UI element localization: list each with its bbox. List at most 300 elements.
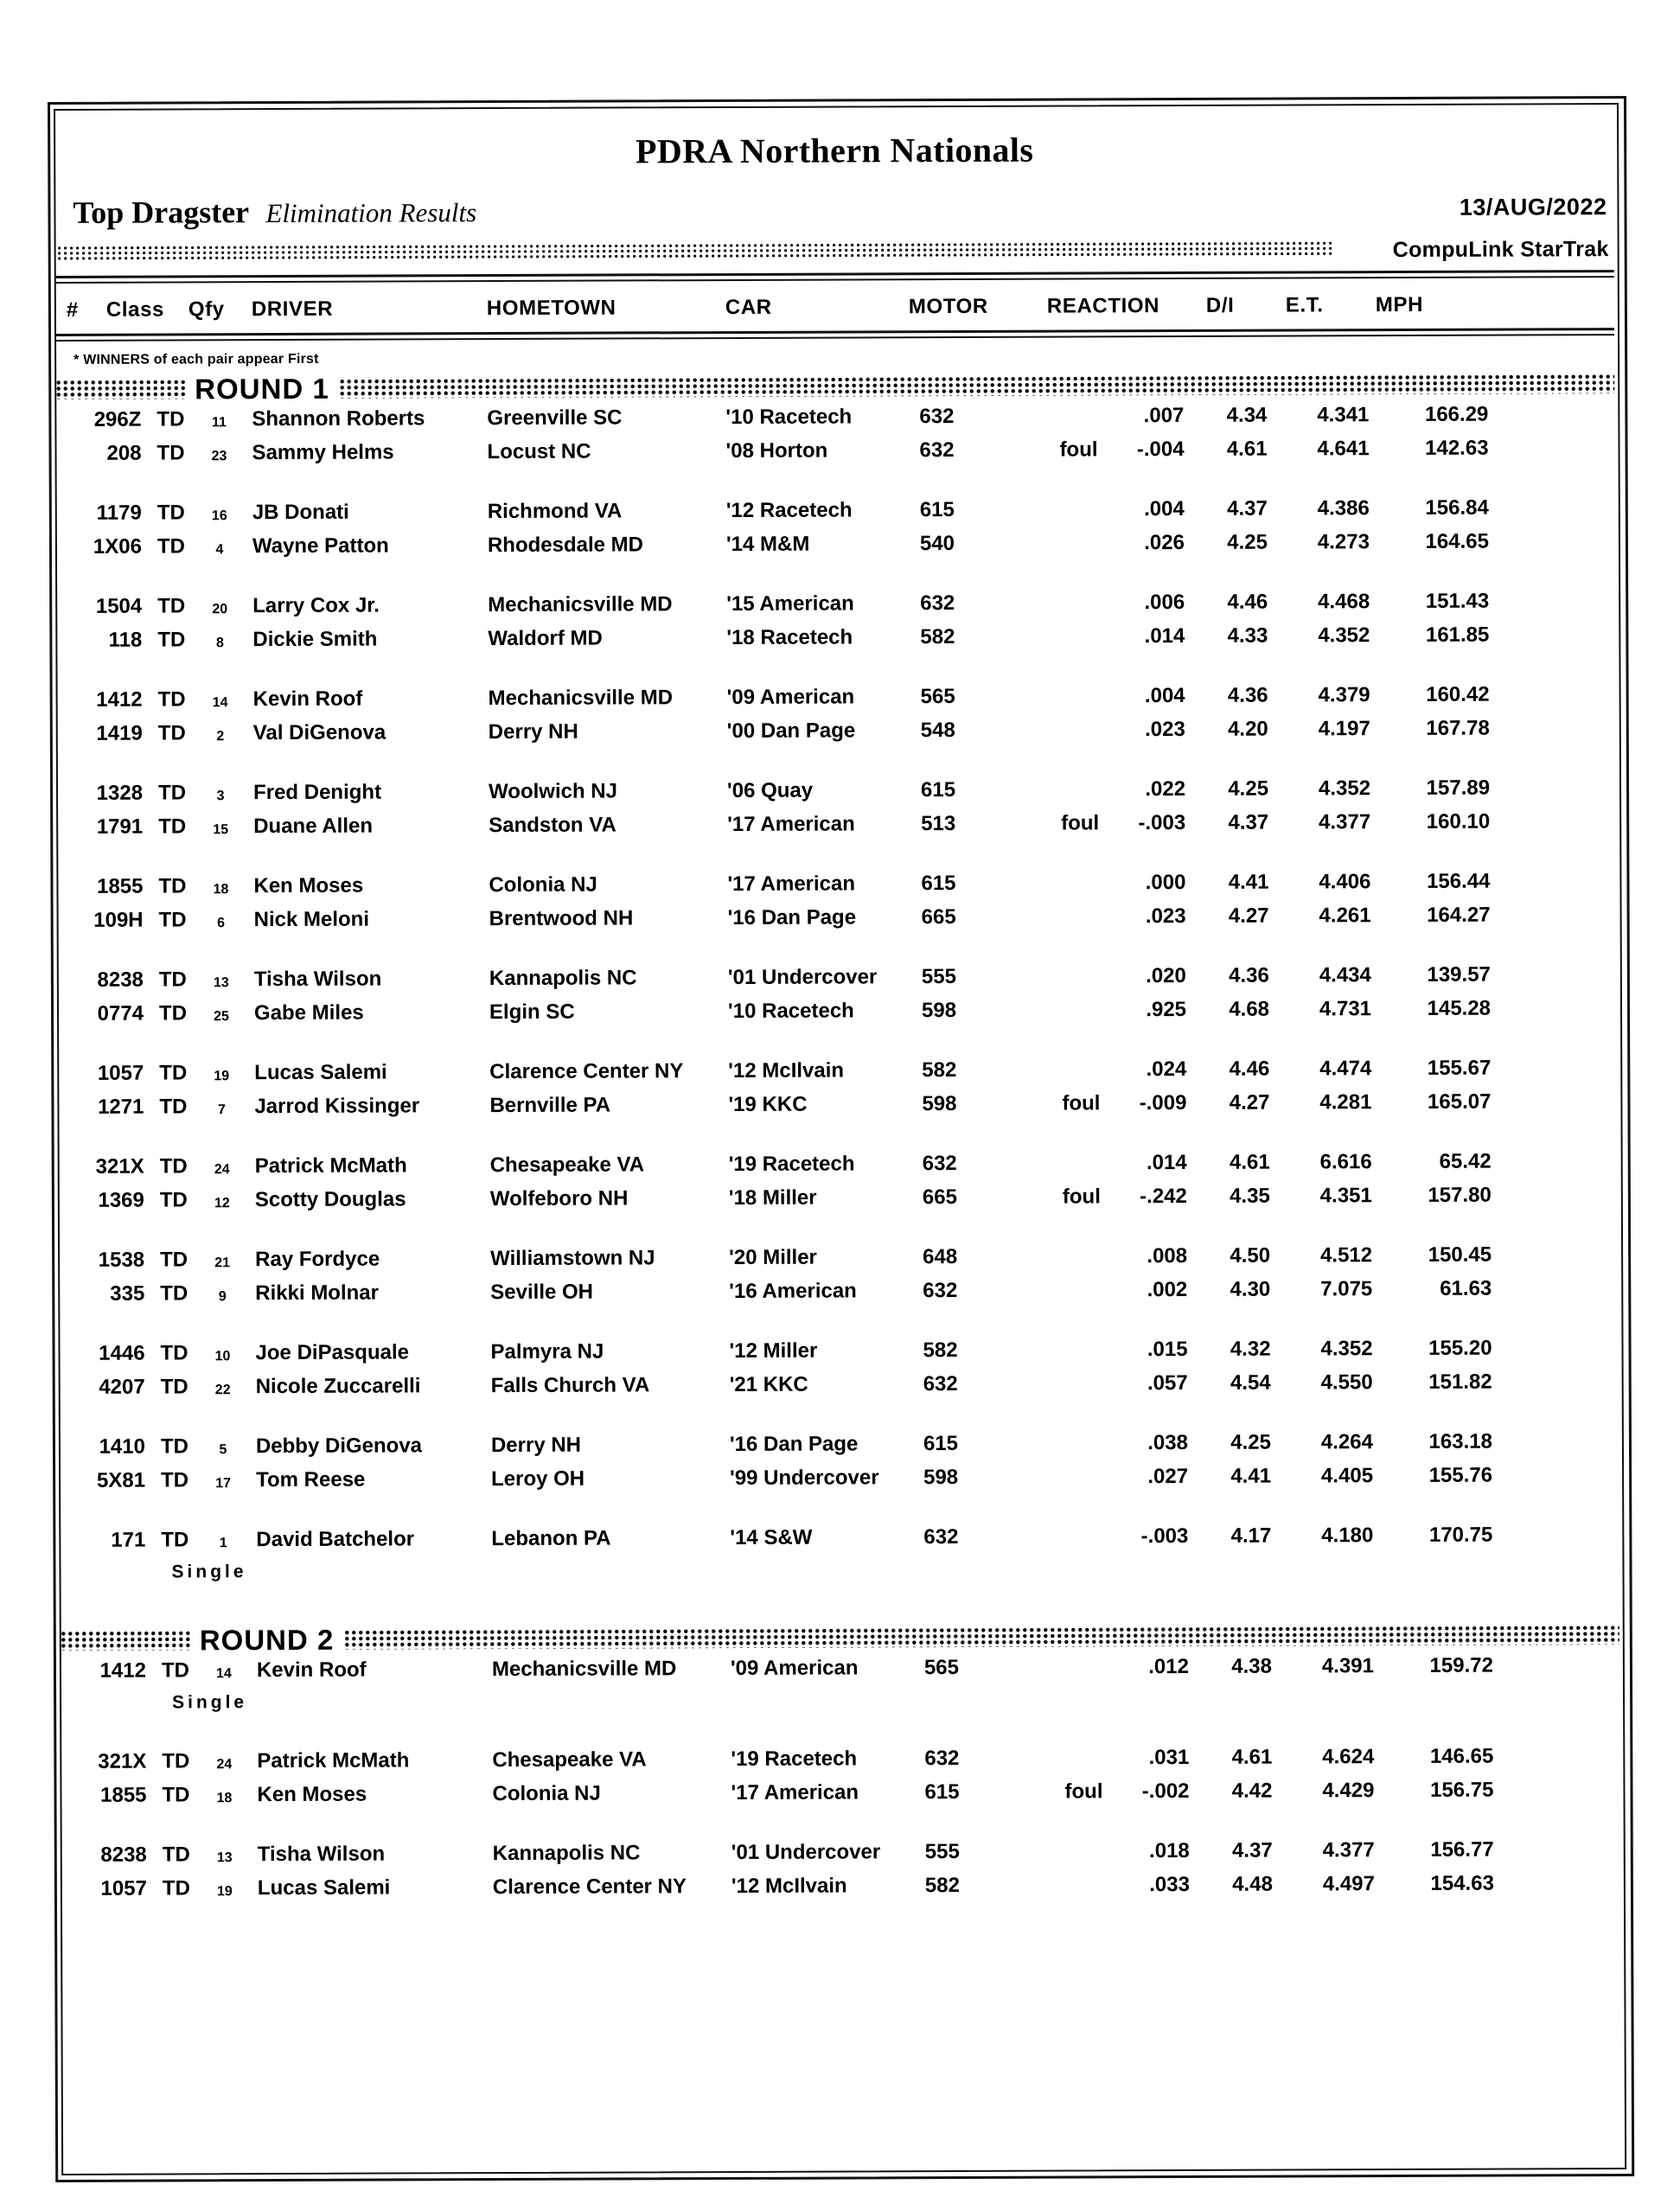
entry-hometown: Falls Church VA bbox=[490, 1373, 650, 1398]
entry-motor: 615 bbox=[919, 498, 955, 522]
entry-number: 208 bbox=[106, 441, 142, 465]
entry-driver: Patrick McMath bbox=[254, 1153, 407, 1179]
entry-qualify-position: 13 bbox=[213, 975, 229, 991]
col-header-number: # bbox=[66, 297, 79, 322]
entry-qualify-position: 17 bbox=[215, 1476, 232, 1492]
round-separator bbox=[54, 367, 1616, 408]
entry-elapsed-time: 4.352 bbox=[1318, 623, 1370, 648]
entry-mph: 157.89 bbox=[1426, 776, 1491, 800]
entry-foul-flag: foul bbox=[1061, 811, 1100, 835]
result-row bbox=[56, 716, 1618, 756]
entry-elapsed-time: 4.497 bbox=[1322, 1872, 1375, 1896]
entry-car: '01 Undercover bbox=[727, 965, 878, 990]
result-row bbox=[59, 1463, 1620, 1503]
entry-driver: Rikki Molnar bbox=[255, 1281, 380, 1306]
entry-dial-in: 4.61 bbox=[1231, 1745, 1273, 1769]
entry-driver: Lucas Salemi bbox=[254, 1060, 387, 1085]
entry-reaction: .014 bbox=[1144, 623, 1185, 648]
col-header-class: Class bbox=[105, 297, 164, 322]
entry-driver: Tom Reese bbox=[256, 1467, 366, 1492]
entry-mph: 156.84 bbox=[1425, 495, 1489, 520]
entry-motor: 648 bbox=[923, 1244, 958, 1269]
entry-car: '12 McIlvain bbox=[731, 1874, 847, 1899]
entry-car: '00 Dan Page bbox=[726, 719, 856, 744]
col-header-et: E.T. bbox=[1285, 293, 1324, 317]
entry-hometown: Colonia NJ bbox=[492, 1781, 601, 1806]
entry-qualify-position: 25 bbox=[214, 1009, 229, 1025]
entry-dial-in: 4.37 bbox=[1231, 1838, 1273, 1862]
entry-car: '16 American bbox=[729, 1279, 857, 1304]
entry-reaction: .038 bbox=[1147, 1430, 1188, 1455]
entry-motor: 632 bbox=[924, 1746, 960, 1771]
entry-qualify-position: 4 bbox=[215, 542, 224, 558]
entry-hometown: Mechanicsville MD bbox=[491, 1657, 677, 1682]
entry-qualify-position: 14 bbox=[212, 695, 228, 711]
entry-qualify-position: 10 bbox=[214, 1349, 231, 1364]
dot-rule-left bbox=[56, 380, 186, 399]
entry-motor: 548 bbox=[920, 719, 955, 743]
entry-mph: 155.67 bbox=[1427, 1056, 1492, 1080]
entry-car: '14 S&W bbox=[730, 1525, 813, 1550]
result-row bbox=[60, 1778, 1621, 1817]
entry-motor: 582 bbox=[920, 625, 955, 649]
entry-class: TD bbox=[157, 534, 185, 559]
col-header-driver: DRIVER bbox=[251, 297, 334, 322]
entry-class: TD bbox=[160, 1248, 188, 1272]
class-name: Top Dragster bbox=[73, 195, 250, 230]
entry-number: 296Z bbox=[93, 407, 142, 431]
entry-driver: Kevin Roof bbox=[252, 687, 363, 712]
entry-driver: Sammy Helms bbox=[252, 440, 394, 465]
entry-class: TD bbox=[159, 1095, 188, 1119]
event-title: PDRA Northern Nationals bbox=[635, 130, 1034, 171]
entry-motor: 598 bbox=[923, 1465, 959, 1490]
entry-qualify-position: 7 bbox=[217, 1102, 226, 1118]
entry-hometown: Locust NC bbox=[487, 439, 591, 464]
entry-driver: Wayne Patton bbox=[252, 533, 389, 559]
entry-reaction: .004 bbox=[1144, 683, 1185, 708]
entry-hometown: Mechanicsville MD bbox=[488, 592, 673, 617]
entry-number: 1419 bbox=[96, 721, 143, 745]
entry-car: '16 Dan Page bbox=[727, 905, 857, 930]
entry-hometown: Lebanon PA bbox=[491, 1526, 611, 1551]
entry-dial-in: 4.41 bbox=[1228, 870, 1269, 894]
entry-class: TD bbox=[161, 1528, 189, 1552]
entry-mph: 146.65 bbox=[1429, 1744, 1494, 1768]
entry-elapsed-time: 4.550 bbox=[1320, 1370, 1373, 1395]
entry-number: 1271 bbox=[97, 1095, 144, 1119]
col-header-reaction: REACTION bbox=[1046, 294, 1160, 318]
entry-motor: 632 bbox=[920, 591, 955, 616]
entry-mph: 164.27 bbox=[1427, 903, 1491, 927]
entry-motor: 540 bbox=[919, 532, 955, 556]
entry-qualify-position: 20 bbox=[212, 602, 228, 617]
entry-class: TD bbox=[158, 908, 187, 932]
entry-motor: 615 bbox=[921, 872, 956, 896]
entry-hometown: Clarence Center NY bbox=[489, 1059, 684, 1084]
entry-reaction: .023 bbox=[1145, 904, 1186, 929]
entry-class: TD bbox=[162, 1876, 190, 1900]
entry-qualify-position: 14 bbox=[216, 1666, 232, 1682]
result-row bbox=[59, 1370, 1620, 1409]
entry-car: '15 American bbox=[726, 591, 854, 616]
result-pair bbox=[56, 869, 1618, 942]
entry-dial-in: 4.36 bbox=[1229, 963, 1269, 987]
entry-class: TD bbox=[159, 1061, 188, 1085]
entry-motor: 565 bbox=[920, 685, 955, 709]
result-pair bbox=[60, 1653, 1621, 1724]
entry-driver: Duane Allen bbox=[253, 814, 374, 839]
entry-car: '99 Undercover bbox=[730, 1466, 879, 1491]
entry-car: '17 American bbox=[727, 872, 856, 897]
entry-hometown: Waldorf MD bbox=[488, 626, 603, 651]
entry-hometown: Rhodesdale MD bbox=[487, 533, 644, 558]
entry-mph: 166.29 bbox=[1424, 402, 1489, 426]
dot-rule-left bbox=[61, 1631, 191, 1651]
entry-car: '12 Racetech bbox=[725, 498, 853, 523]
entry-dial-in: 4.48 bbox=[1232, 1872, 1273, 1896]
entry-class: TD bbox=[157, 628, 186, 652]
col-header-motor: MOTOR bbox=[908, 294, 988, 319]
single-label: Single bbox=[171, 1562, 247, 1582]
entry-mph: 164.65 bbox=[1425, 529, 1489, 553]
entry-dial-in: 4.32 bbox=[1230, 1337, 1271, 1361]
masthead-separator bbox=[54, 239, 1616, 267]
entry-reaction: .006 bbox=[1144, 590, 1185, 615]
entry-hometown: Seville OH bbox=[490, 1280, 594, 1305]
entry-class: TD bbox=[158, 874, 187, 898]
entry-reaction: -.002 bbox=[1141, 1779, 1190, 1804]
entry-motor: 598 bbox=[921, 998, 957, 1023]
entry-driver: Ray Fordyce bbox=[255, 1247, 380, 1272]
entry-dial-in: 4.25 bbox=[1228, 776, 1269, 801]
entry-car: '17 American bbox=[727, 812, 855, 837]
result-pair bbox=[58, 1242, 1619, 1316]
entry-class: TD bbox=[161, 1658, 189, 1683]
entry-reaction: .012 bbox=[1148, 1654, 1189, 1679]
entry-elapsed-time: 4.180 bbox=[1321, 1523, 1374, 1548]
entry-car: '14 M&M bbox=[725, 532, 810, 557]
result-row bbox=[61, 1871, 1622, 1911]
entry-motor: 565 bbox=[923, 1655, 960, 1680]
entry-class: TD bbox=[162, 1749, 190, 1773]
entry-class: TD bbox=[157, 594, 186, 618]
entry-mph: 142.63 bbox=[1425, 436, 1489, 460]
entry-elapsed-time: 4.261 bbox=[1319, 904, 1371, 928]
entry-car: '01 Undercover bbox=[731, 1840, 881, 1865]
entry-mph: 156.77 bbox=[1430, 1837, 1494, 1862]
entry-dial-in: 4.27 bbox=[1229, 1090, 1270, 1115]
entry-car: '19 Racetech bbox=[731, 1747, 858, 1772]
entry-qualify-position: 18 bbox=[216, 1791, 233, 1806]
entry-motor: 555 bbox=[921, 964, 956, 989]
entry-motor: 582 bbox=[924, 1873, 960, 1898]
entry-number: 1504 bbox=[95, 594, 143, 618]
entry-class: TD bbox=[161, 1468, 189, 1492]
result-pair bbox=[59, 1523, 1620, 1594]
entry-number: 1791 bbox=[96, 814, 144, 839]
entry-qualify-position: 1 bbox=[219, 1536, 227, 1551]
entry-hometown: Richmond VA bbox=[487, 499, 623, 524]
entry-driver: Gabe Miles bbox=[253, 1000, 364, 1025]
entry-reaction: .015 bbox=[1147, 1337, 1188, 1362]
entry-car: '21 KKC bbox=[729, 1372, 808, 1397]
entry-elapsed-time: 4.391 bbox=[1321, 1654, 1374, 1678]
entry-dial-in: 4.20 bbox=[1227, 717, 1268, 741]
results-sheet-content bbox=[54, 103, 1623, 2172]
entry-class: TD bbox=[157, 441, 185, 465]
entry-number: 1410 bbox=[99, 1434, 145, 1459]
result-pair bbox=[55, 589, 1617, 662]
entry-qualify-position: 18 bbox=[213, 882, 229, 897]
entry-qualify-position: 19 bbox=[216, 1884, 233, 1900]
entry-car: '17 American bbox=[731, 1780, 859, 1805]
entry-dial-in: 4.17 bbox=[1230, 1523, 1272, 1548]
entry-motor: 615 bbox=[920, 778, 956, 802]
entry-reaction: .024 bbox=[1146, 1057, 1187, 1082]
entry-dial-in: 4.46 bbox=[1229, 1057, 1270, 1081]
entry-dial-in: 4.42 bbox=[1231, 1779, 1273, 1803]
entry-number: 0774 bbox=[97, 1001, 144, 1025]
entry-qualify-position: 15 bbox=[213, 822, 229, 838]
entry-car: '10 Racetech bbox=[727, 999, 854, 1024]
entry-class: TD bbox=[157, 501, 185, 525]
entry-foul-flag: foul bbox=[1059, 438, 1098, 462]
entry-hometown: Brentwood NH bbox=[489, 906, 634, 931]
entry-dial-in: 4.37 bbox=[1228, 810, 1269, 834]
entry-elapsed-time: 4.352 bbox=[1320, 1337, 1373, 1361]
entry-mph: 167.78 bbox=[1426, 716, 1490, 740]
entry-reaction: .004 bbox=[1144, 496, 1185, 521]
entry-dial-in: 4.61 bbox=[1226, 437, 1268, 461]
entry-class: TD bbox=[162, 1843, 190, 1867]
entry-driver: Kevin Roof bbox=[256, 1658, 367, 1683]
entry-hometown: Mechanicsville MD bbox=[488, 686, 674, 711]
entry-class: TD bbox=[157, 407, 185, 431]
entry-reaction: -.003 bbox=[1140, 1523, 1189, 1549]
result-pair bbox=[55, 495, 1617, 569]
entry-motor: 582 bbox=[923, 1338, 958, 1363]
entry-hometown: Woolwich NJ bbox=[488, 779, 617, 804]
entry-hometown: Wolfeboro NH bbox=[489, 1186, 629, 1211]
entry-hometown: Kannapolis NC bbox=[492, 1841, 641, 1866]
entry-class: TD bbox=[160, 1434, 188, 1459]
entry-number: 4207 bbox=[99, 1375, 145, 1399]
entry-driver: Scotty Douglas bbox=[254, 1187, 406, 1212]
entry-car: '19 Racetech bbox=[728, 1152, 855, 1177]
round-separator bbox=[60, 1619, 1621, 1659]
entry-mph: 150.45 bbox=[1428, 1242, 1492, 1267]
dot-rule bbox=[58, 241, 1334, 261]
entry-mph: 151.43 bbox=[1425, 589, 1490, 613]
entry-qualify-position: 9 bbox=[218, 1289, 227, 1305]
result-row bbox=[58, 1276, 1619, 1316]
entry-car: '19 KKC bbox=[728, 1092, 808, 1117]
entry-mph: 163.18 bbox=[1428, 1429, 1492, 1453]
entry-mph: 61.63 bbox=[1440, 1276, 1492, 1300]
entry-motor: 513 bbox=[921, 812, 956, 836]
entry-mph: 155.20 bbox=[1428, 1336, 1492, 1360]
result-row bbox=[56, 869, 1618, 909]
entry-hometown: Chesapeake VA bbox=[489, 1153, 645, 1178]
entry-qualify-position: 5 bbox=[219, 1442, 227, 1458]
entry-number: 1855 bbox=[100, 1783, 147, 1807]
winners-footnote: * WINNERS of each pair appear First bbox=[73, 351, 319, 367]
entry-mph: 159.72 bbox=[1429, 1653, 1493, 1677]
entry-motor: 598 bbox=[922, 1091, 957, 1116]
entry-reaction: .026 bbox=[1144, 530, 1185, 555]
result-row bbox=[57, 962, 1619, 1002]
entry-hometown: Leroy OH bbox=[491, 1466, 585, 1492]
entry-mph: 154.63 bbox=[1430, 1871, 1494, 1895]
entry-number: 1412 bbox=[99, 1658, 146, 1683]
entry-driver: Fred Denight bbox=[252, 780, 382, 805]
entry-qualify-position: 2 bbox=[216, 729, 225, 744]
entry-qualify-position: 23 bbox=[211, 449, 227, 464]
entry-number: 1369 bbox=[98, 1188, 144, 1212]
entry-mph: 155.76 bbox=[1428, 1463, 1493, 1487]
single-bye-marker bbox=[60, 1687, 1621, 1724]
entry-dial-in: 4.36 bbox=[1227, 683, 1268, 707]
entry-qualify-position: 12 bbox=[214, 1196, 230, 1211]
entry-elapsed-time: 4.352 bbox=[1318, 776, 1371, 801]
entry-number: 321X bbox=[98, 1749, 147, 1773]
event-date: 13/AUG/2022 bbox=[1459, 194, 1607, 220]
entry-dial-in: 4.61 bbox=[1229, 1150, 1270, 1174]
result-pair bbox=[58, 1149, 1619, 1223]
entry-qualify-position: 16 bbox=[211, 508, 227, 524]
entry-reaction: .018 bbox=[1148, 1838, 1190, 1863]
entry-reaction: .007 bbox=[1143, 403, 1185, 428]
column-header-row bbox=[54, 278, 1616, 334]
entry-dial-in: 4.46 bbox=[1227, 590, 1268, 614]
entry-reaction: .000 bbox=[1145, 870, 1186, 895]
entry-car: '06 Quay bbox=[726, 778, 814, 803]
entry-reaction: .057 bbox=[1147, 1370, 1188, 1396]
entry-number: 171 bbox=[111, 1528, 146, 1552]
dot-rule-right bbox=[345, 1626, 1619, 1650]
entry-driver: Tisha Wilson bbox=[253, 967, 382, 992]
entry-elapsed-time: 4.386 bbox=[1317, 496, 1370, 521]
entry-elapsed-time: 7.075 bbox=[1320, 1277, 1373, 1301]
timing-vendor: CompuLink StarTrak bbox=[1392, 237, 1609, 263]
entry-motor: 632 bbox=[919, 438, 955, 463]
entry-class: TD bbox=[158, 814, 187, 839]
entry-elapsed-time: 4.281 bbox=[1319, 1090, 1372, 1115]
entry-car: '08 Horton bbox=[725, 438, 828, 463]
entry-qualify-position: 24 bbox=[216, 1757, 233, 1773]
entry-dial-in: 4.33 bbox=[1227, 623, 1268, 648]
entry-number: 1446 bbox=[99, 1341, 145, 1365]
entry-elapsed-time: 6.616 bbox=[1319, 1150, 1372, 1174]
result-row bbox=[55, 623, 1617, 662]
entry-dial-in: 4.54 bbox=[1230, 1370, 1271, 1395]
result-pair bbox=[58, 1336, 1619, 1409]
entry-number: 335 bbox=[110, 1281, 145, 1306]
entry-number: 1855 bbox=[97, 874, 144, 898]
entry-number: 1412 bbox=[96, 687, 143, 712]
entry-dial-in: 4.35 bbox=[1230, 1184, 1270, 1208]
entry-dial-in: 4.37 bbox=[1227, 496, 1268, 521]
entry-qualify-position: 3 bbox=[216, 789, 225, 804]
result-row bbox=[57, 1089, 1619, 1129]
result-row bbox=[57, 996, 1619, 1036]
entry-car: '09 American bbox=[730, 1656, 859, 1681]
entry-elapsed-time: 4.468 bbox=[1318, 590, 1370, 614]
entry-class: TD bbox=[158, 1001, 188, 1025]
entry-mph: 160.42 bbox=[1426, 682, 1490, 706]
entry-dial-in: 4.41 bbox=[1230, 1464, 1272, 1488]
entry-elapsed-time: 4.434 bbox=[1319, 963, 1371, 987]
entry-mph: 156.44 bbox=[1426, 869, 1491, 893]
result-pair bbox=[54, 402, 1616, 476]
entry-motor: 615 bbox=[923, 1431, 959, 1456]
entry-qualify-position: 24 bbox=[214, 1162, 230, 1178]
entry-motor: 665 bbox=[921, 904, 956, 929]
entry-foul-flag: foul bbox=[1064, 1779, 1103, 1804]
result-row bbox=[55, 589, 1617, 629]
entry-car: '10 Racetech bbox=[725, 405, 853, 430]
col-header-mph: MPH bbox=[1375, 292, 1424, 317]
entry-driver: Joe DiPasquale bbox=[255, 1340, 409, 1365]
entry-dial-in: 4.34 bbox=[1226, 403, 1268, 427]
entry-motor: 632 bbox=[923, 1524, 959, 1549]
entry-reaction: .014 bbox=[1146, 1150, 1187, 1175]
entry-dial-in: 4.50 bbox=[1230, 1243, 1271, 1268]
entry-number: 5X81 bbox=[96, 1468, 146, 1492]
entry-hometown: Elgin SC bbox=[489, 1000, 575, 1025]
entry-driver: Nick Meloni bbox=[253, 907, 370, 932]
entry-class: TD bbox=[158, 968, 187, 992]
entry-dial-in: 4.27 bbox=[1228, 904, 1269, 928]
entry-class: TD bbox=[160, 1281, 188, 1306]
entry-hometown: Williamstown NJ bbox=[490, 1246, 655, 1271]
entry-driver: Val DiGenova bbox=[252, 720, 386, 745]
entry-mph: 161.85 bbox=[1425, 623, 1490, 647]
results-label: Elimination Results bbox=[265, 197, 477, 229]
entry-hometown: Derry NH bbox=[488, 719, 578, 744]
entry-motor: 665 bbox=[922, 1185, 957, 1210]
result-pair bbox=[56, 776, 1618, 849]
entry-driver: Shannon Roberts bbox=[252, 406, 425, 431]
col-header-di: D/I bbox=[1205, 293, 1235, 317]
entry-elapsed-time: 4.474 bbox=[1319, 1057, 1372, 1081]
entry-reaction: .023 bbox=[1144, 717, 1185, 742]
entry-foul-flag: foul bbox=[1062, 1185, 1101, 1209]
entry-hometown: Colonia NJ bbox=[489, 872, 597, 897]
entry-driver: Ken Moses bbox=[257, 1782, 367, 1807]
entry-qualify-position: 8 bbox=[215, 636, 224, 651]
entry-class: TD bbox=[157, 687, 186, 712]
entry-qualify-position: 11 bbox=[211, 415, 227, 431]
result-row bbox=[54, 436, 1616, 476]
result-pair bbox=[59, 1429, 1620, 1503]
entry-mph: 160.10 bbox=[1426, 809, 1491, 834]
entry-elapsed-time: 4.379 bbox=[1318, 683, 1370, 707]
entry-driver: Nicole Zuccarelli bbox=[255, 1374, 421, 1399]
result-pair bbox=[57, 962, 1619, 1036]
entry-dial-in: 4.25 bbox=[1230, 1430, 1271, 1454]
entry-hometown: Kannapolis NC bbox=[489, 966, 637, 991]
dot-rule-right bbox=[340, 374, 1614, 399]
entry-motor: 632 bbox=[922, 1151, 957, 1176]
result-row bbox=[54, 402, 1616, 442]
entry-foul-flag: foul bbox=[1062, 1091, 1101, 1115]
entry-qualify-position: 22 bbox=[214, 1383, 231, 1398]
entry-dial-in: 4.68 bbox=[1229, 997, 1270, 1021]
entry-elapsed-time: 4.273 bbox=[1317, 530, 1370, 554]
entry-reaction: -.004 bbox=[1136, 437, 1185, 462]
